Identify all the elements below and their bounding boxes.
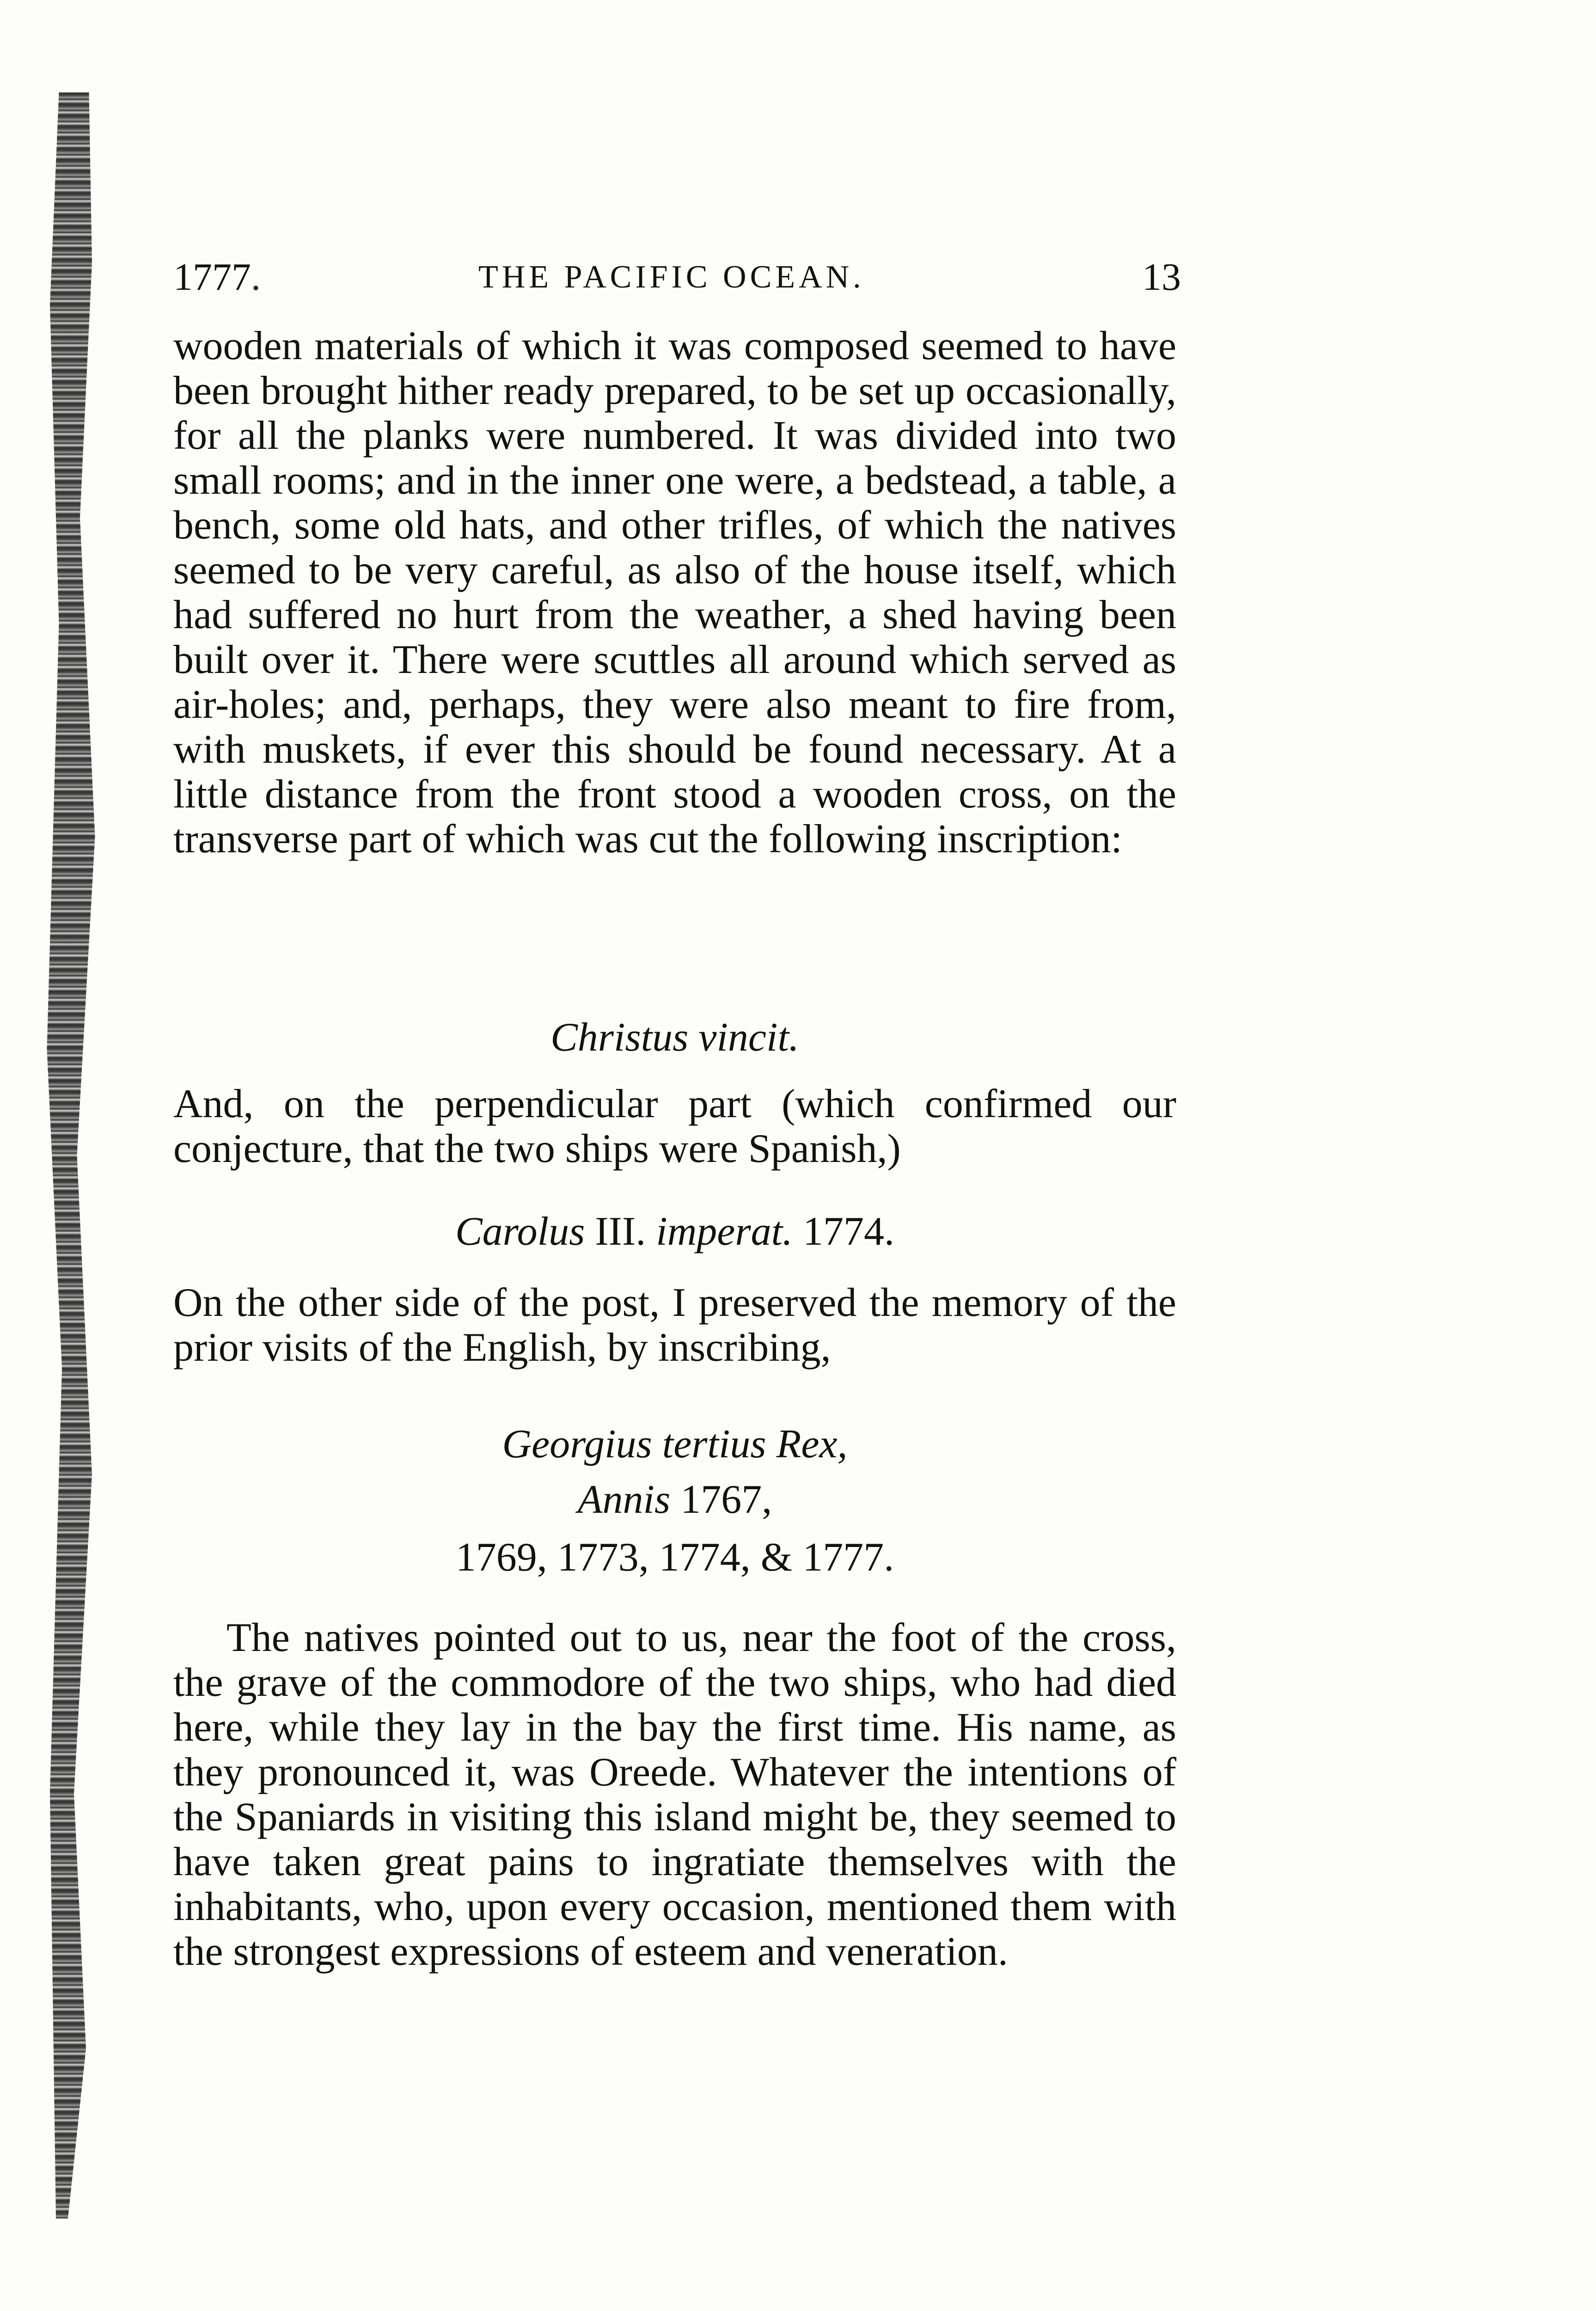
paragraph-2-text: And, on the perpendicular part (which confirmed our conjecture, that the two ships were Spanish,) [173,1082,1176,1171]
inscription-annis-word: Annis [577,1477,671,1522]
inscription-carolus-name: Carolus [455,1209,585,1254]
inscription-carolus-numeral: III. [595,1209,646,1254]
inscription-years-text: 1769, 1773, 1774, & 1777. [455,1535,894,1580]
inscription-georgius-line3 [173,1532,1176,1583]
inscription-georgius-line1 [173,1419,1176,1470]
header-title: THE PACIFIC OCEAN. [478,259,865,295]
inscription-annis-year: 1767, [680,1477,772,1522]
paragraph-1 [173,324,1176,862]
paragraph-4 [173,1615,1176,1974]
inscription-carolus-title: imperat. [656,1209,793,1254]
inscription-georgius-text: Georgius tertius Rex, [502,1422,848,1467]
paragraph-3-text: On the other side of the post, I preserved the memory of the prior visits of the English, by inscribing, [173,1280,1176,1370]
paragraph-1-text: wooden materials of which it was composed seemed to have been brought hither ready prepared, to be set up occasionally, for all the planks were numbered. It was divided into two small rooms; and in the inner one were, a bedstead, a table, a bench, some old hats, and other trifles, of which the natives seemed to be very careful, as also of the house itself, which had suffered no hurt from the weather, a shed having been built over it. There were scuttles all around which served as air-holes; and, perhaps, they were also meant to fire from, with muskets, if ever this should be found necessary. At a little distance from the front stood a wooden cross, on the transverse part of which was cut the following inscription: [173,324,1176,862]
inscription-carolus [173,1206,1176,1257]
inscription-christus [173,1012,1176,1063]
inscription-carolus-year: 1774. [803,1209,895,1254]
paragraph-3 [173,1280,1176,1370]
paragraph-4-text: The natives pointed out to us, near the foot of the cross, the grave of the commodore of the two ships, who had died here, while they lay in the bay the first time. His name, as they pronounced it, was Oreede. Whatever the intentions of the Spaniards in visiting this island might be, they seemed to have taken great pains to ingratiate themselves with the inhabitants, who, upon every occasion, mentioned them with the strongest expressions of esteem and veneration. [173,1615,1176,1974]
running-header [173,252,1181,303]
inscription-georgius-line2 [173,1474,1176,1525]
header-year: 1777. [173,256,261,299]
binding-edge [44,92,104,2219]
page-number: 13 [1142,256,1181,299]
inscription-christus-text: Christus vincit. [550,1015,799,1060]
paragraph-2 [173,1082,1176,1171]
